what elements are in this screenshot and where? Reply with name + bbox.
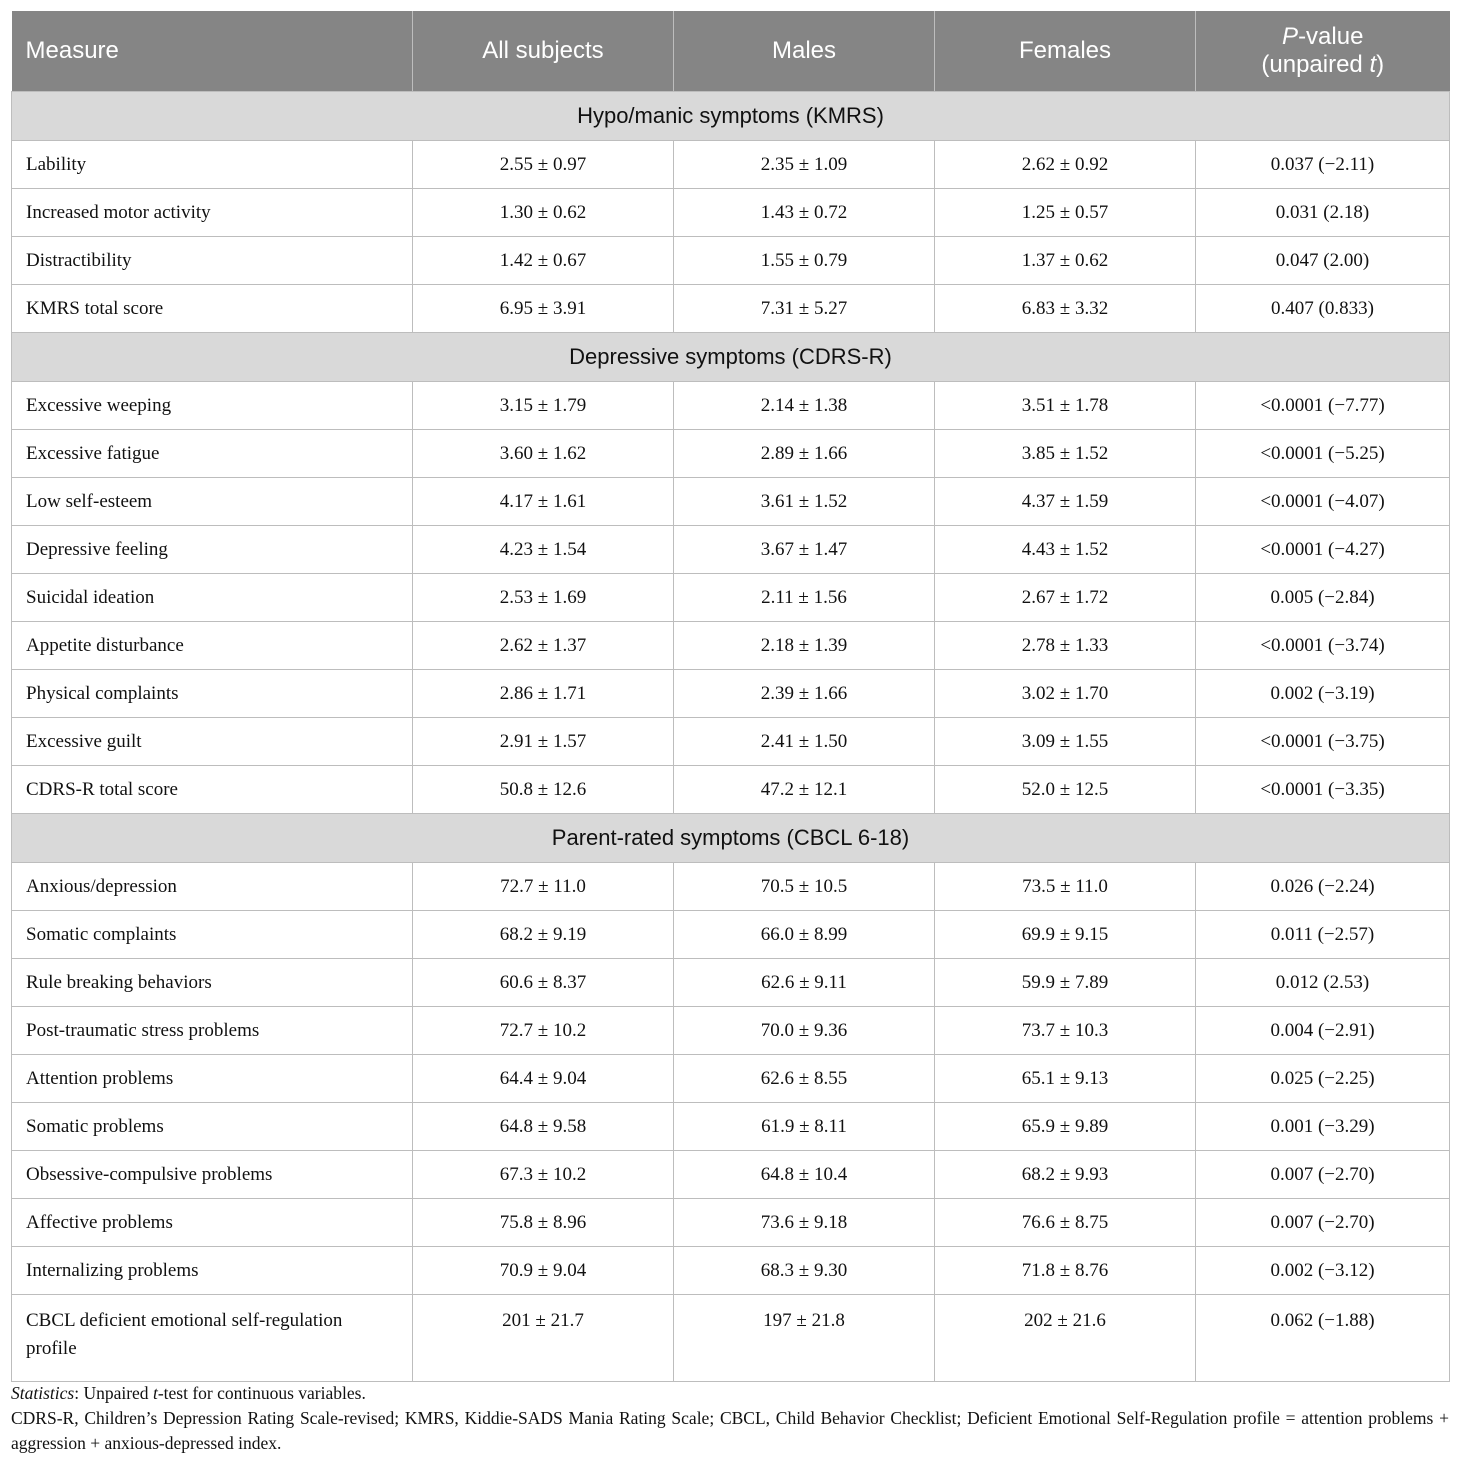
header-all-subjects: All subjects — [413, 11, 674, 92]
table-row — [12, 622, 1450, 670]
cell-females: 3.09 ± 1.55 — [935, 718, 1196, 766]
cell-measure: Excessive weeping — [12, 382, 413, 430]
cell-measure: Anxious/depression — [12, 863, 413, 911]
cell-all-subjects: 75.8 ± 8.96 — [413, 1199, 674, 1247]
cell-males: 62.6 ± 9.11 — [674, 959, 935, 1007]
cell-measure: Lability — [12, 141, 413, 189]
cell-females: 1.37 ± 0.62 — [935, 237, 1196, 285]
cell-measure: Appetite disturbance — [12, 622, 413, 670]
cell-males: 73.6 ± 9.18 — [674, 1199, 935, 1247]
header-p-line2-suffix: ) — [1376, 51, 1385, 78]
table-row — [12, 141, 1450, 189]
cell-all-subjects: 68.2 ± 9.19 — [413, 911, 674, 959]
table-row — [12, 382, 1450, 430]
table-row — [12, 189, 1450, 237]
table-row — [12, 285, 1450, 333]
cell-measure: Increased motor activity — [12, 189, 413, 237]
header-p-letter: P — [1282, 23, 1299, 50]
cell-females: 68.2 ± 9.93 — [935, 1151, 1196, 1199]
cell-all-subjects: 4.23 ± 1.54 — [413, 526, 674, 574]
statistics-text-after: -test for continuous variables. — [157, 1383, 366, 1403]
cell-females: 202 ± 21.6 — [935, 1295, 1196, 1382]
table-body — [12, 92, 1450, 1382]
cell-p-value: 0.037 (−2.11) — [1196, 141, 1450, 189]
cell-measure: Internalizing problems — [12, 1247, 413, 1295]
section-header-row — [12, 814, 1450, 863]
cell-p-value: 0.004 (−2.91) — [1196, 1007, 1450, 1055]
table-row — [12, 1295, 1450, 1382]
cell-p-value: 0.012 (2.53) — [1196, 959, 1450, 1007]
cell-females: 6.83 ± 3.32 — [935, 285, 1196, 333]
header-males: Males — [674, 11, 935, 92]
cell-p-value: 0.047 (2.00) — [1196, 237, 1450, 285]
table-row — [12, 478, 1450, 526]
cell-males: 2.41 ± 1.50 — [674, 718, 935, 766]
cell-all-subjects: 2.91 ± 1.57 — [413, 718, 674, 766]
cell-p-value: 0.031 (2.18) — [1196, 189, 1450, 237]
cell-all-subjects: 72.7 ± 10.2 — [413, 1007, 674, 1055]
cell-all-subjects: 4.17 ± 1.61 — [413, 478, 674, 526]
cell-p-value: 0.007 (−2.70) — [1196, 1151, 1450, 1199]
cell-females: 4.37 ± 1.59 — [935, 478, 1196, 526]
cell-p-value: 0.002 (−3.12) — [1196, 1247, 1450, 1295]
cell-all-subjects: 3.15 ± 1.79 — [413, 382, 674, 430]
cell-measure: Low self-esteem — [12, 478, 413, 526]
cell-measure: Depressive feeling — [12, 526, 413, 574]
cell-p-value: <0.0001 (−7.77) — [1196, 382, 1450, 430]
results-table — [11, 11, 1450, 1382]
cell-males: 70.0 ± 9.36 — [674, 1007, 935, 1055]
cell-p-value: <0.0001 (−5.25) — [1196, 430, 1450, 478]
cell-all-subjects: 1.30 ± 0.62 — [413, 189, 674, 237]
table-header-row — [12, 11, 1450, 92]
table-row — [12, 1103, 1450, 1151]
cell-males: 3.61 ± 1.52 — [674, 478, 935, 526]
statistics-text-before: : Unpaired — [74, 1383, 153, 1403]
cell-females: 52.0 ± 12.5 — [935, 766, 1196, 814]
cell-measure: Affective problems — [12, 1199, 413, 1247]
cell-females: 1.25 ± 0.57 — [935, 189, 1196, 237]
table-row — [12, 718, 1450, 766]
table-row — [12, 574, 1450, 622]
cell-males: 2.11 ± 1.56 — [674, 574, 935, 622]
cell-measure: Attention problems — [12, 1055, 413, 1103]
cell-all-subjects: 1.42 ± 0.67 — [413, 237, 674, 285]
cell-p-value: 0.026 (−2.24) — [1196, 863, 1450, 911]
table-footnotes — [11, 1381, 1449, 1456]
table-row — [12, 1007, 1450, 1055]
cell-females: 69.9 ± 9.15 — [935, 911, 1196, 959]
cell-all-subjects: 2.86 ± 1.71 — [413, 670, 674, 718]
table-row — [12, 863, 1450, 911]
cell-p-value: 0.025 (−2.25) — [1196, 1055, 1450, 1103]
table-row — [12, 1247, 1450, 1295]
cell-all-subjects: 3.60 ± 1.62 — [413, 430, 674, 478]
header-measure: Measure — [12, 11, 413, 92]
table-row — [12, 670, 1450, 718]
cell-p-value: <0.0001 (−4.07) — [1196, 478, 1450, 526]
cell-males: 47.2 ± 12.1 — [674, 766, 935, 814]
cell-males: 64.8 ± 10.4 — [674, 1151, 935, 1199]
cell-all-subjects: 6.95 ± 3.91 — [413, 285, 674, 333]
cell-females: 3.51 ± 1.78 — [935, 382, 1196, 430]
statistics-t: t — [152, 1383, 158, 1403]
cell-females: 59.9 ± 7.89 — [935, 959, 1196, 1007]
cell-females: 2.67 ± 1.72 — [935, 574, 1196, 622]
table-row — [12, 766, 1450, 814]
cell-measure: Obsessive-compulsive problems — [12, 1151, 413, 1199]
cell-males: 3.67 ± 1.47 — [674, 526, 935, 574]
cell-p-value: 0.062 (−1.88) — [1196, 1295, 1450, 1382]
cell-males: 62.6 ± 8.55 — [674, 1055, 935, 1103]
cell-males: 2.14 ± 1.38 — [674, 382, 935, 430]
cell-measure: KMRS total score — [12, 285, 413, 333]
cell-all-subjects: 50.8 ± 12.6 — [413, 766, 674, 814]
cell-p-value: <0.0001 (−3.75) — [1196, 718, 1450, 766]
table-row — [12, 1151, 1450, 1199]
cell-measure: CBCL deficient emotional self-regulation profile — [12, 1295, 413, 1382]
cell-measure: CDRS-R total score — [12, 766, 413, 814]
header-p-value — [1196, 11, 1450, 92]
cell-p-value: <0.0001 (−3.74) — [1196, 622, 1450, 670]
section-header-row — [12, 92, 1450, 141]
cell-measure: Somatic problems — [12, 1103, 413, 1151]
cell-all-subjects: 64.8 ± 9.58 — [413, 1103, 674, 1151]
table-row — [12, 1055, 1450, 1103]
cell-females: 71.8 ± 8.76 — [935, 1247, 1196, 1295]
cell-measure: Excessive guilt — [12, 718, 413, 766]
cell-measure: Post-traumatic stress problems — [12, 1007, 413, 1055]
cell-measure: Somatic complaints — [12, 911, 413, 959]
cell-measure: Physical complaints — [12, 670, 413, 718]
cell-p-value: <0.0001 (−3.35) — [1196, 766, 1450, 814]
section-title: Depressive symptoms (CDRS-R) — [12, 333, 1450, 382]
table-row — [12, 430, 1450, 478]
cell-males: 7.31 ± 5.27 — [674, 285, 935, 333]
header-p-line2-prefix: (unpaired — [1261, 51, 1370, 78]
section-title: Hypo/manic symptoms (KMRS) — [12, 92, 1450, 141]
cell-all-subjects: 64.4 ± 9.04 — [413, 1055, 674, 1103]
table-row — [12, 237, 1450, 285]
cell-males: 1.55 ± 0.79 — [674, 237, 935, 285]
cell-males: 61.9 ± 8.11 — [674, 1103, 935, 1151]
section-title: Parent-rated symptoms (CBCL 6-18) — [12, 814, 1450, 863]
table-row — [12, 1199, 1450, 1247]
data-table-container — [11, 11, 1449, 1382]
cell-females: 3.85 ± 1.52 — [935, 430, 1196, 478]
cell-all-subjects: 60.6 ± 8.37 — [413, 959, 674, 1007]
cell-p-value: 0.001 (−3.29) — [1196, 1103, 1450, 1151]
cell-p-value: 0.011 (−2.57) — [1196, 911, 1450, 959]
cell-females: 65.9 ± 9.89 — [935, 1103, 1196, 1151]
cell-males: 66.0 ± 8.99 — [674, 911, 935, 959]
cell-males: 2.18 ± 1.39 — [674, 622, 935, 670]
cell-measure: Distractibility — [12, 237, 413, 285]
statistics-note — [11, 1381, 1449, 1406]
section-header-row — [12, 333, 1450, 382]
cell-p-value: 0.007 (−2.70) — [1196, 1199, 1450, 1247]
cell-males: 2.89 ± 1.66 — [674, 430, 935, 478]
cell-females: 65.1 ± 9.13 — [935, 1055, 1196, 1103]
cell-all-subjects: 201 ± 21.7 — [413, 1295, 674, 1382]
table-row — [12, 959, 1450, 1007]
header-females: Females — [935, 11, 1196, 92]
cell-measure: Excessive fatigue — [12, 430, 413, 478]
cell-measure: Suicidal ideation — [12, 574, 413, 622]
cell-all-subjects: 67.3 ± 10.2 — [413, 1151, 674, 1199]
cell-females: 4.43 ± 1.52 — [935, 526, 1196, 574]
cell-p-value: 0.005 (−2.84) — [1196, 574, 1450, 622]
table-row — [12, 526, 1450, 574]
cell-males: 70.5 ± 10.5 — [674, 863, 935, 911]
cell-females: 76.6 ± 8.75 — [935, 1199, 1196, 1247]
cell-females: 2.78 ± 1.33 — [935, 622, 1196, 670]
cell-all-subjects: 2.55 ± 0.97 — [413, 141, 674, 189]
cell-measure: Rule breaking behaviors — [12, 959, 413, 1007]
cell-females: 73.7 ± 10.3 — [935, 1007, 1196, 1055]
cell-p-value: 0.407 (0.833) — [1196, 285, 1450, 333]
cell-males: 68.3 ± 9.30 — [674, 1247, 935, 1295]
cell-males: 197 ± 21.8 — [674, 1295, 935, 1382]
table-row — [12, 911, 1450, 959]
header-p-line2-t: t — [1369, 51, 1377, 78]
header-p-rest: -value — [1298, 23, 1364, 50]
cell-p-value: 0.002 (−3.19) — [1196, 670, 1450, 718]
cell-all-subjects: 70.9 ± 9.04 — [413, 1247, 674, 1295]
cell-males: 2.39 ± 1.66 — [674, 670, 935, 718]
cell-all-subjects: 72.7 ± 11.0 — [413, 863, 674, 911]
cell-all-subjects: 2.53 ± 1.69 — [413, 574, 674, 622]
statistics-label: Statistics — [11, 1383, 75, 1403]
cell-males: 2.35 ± 1.09 — [674, 141, 935, 189]
cell-females: 73.5 ± 11.0 — [935, 863, 1196, 911]
cell-females: 3.02 ± 1.70 — [935, 670, 1196, 718]
cell-p-value: <0.0001 (−4.27) — [1196, 526, 1450, 574]
abbreviations-note: CDRS-R, Children’s Depression Rating Scale-revised; KMRS, Kiddie-SADS Mania Rating Scale; CBCL, Child Behavior Checklist; Deficient Emotional Self-Regulation profile = attention problems + aggression + anxious-depressed index. — [11, 1408, 1449, 1453]
cell-males: 1.43 ± 0.72 — [674, 189, 935, 237]
cell-all-subjects: 2.62 ± 1.37 — [413, 622, 674, 670]
cell-females: 2.62 ± 0.92 — [935, 141, 1196, 189]
